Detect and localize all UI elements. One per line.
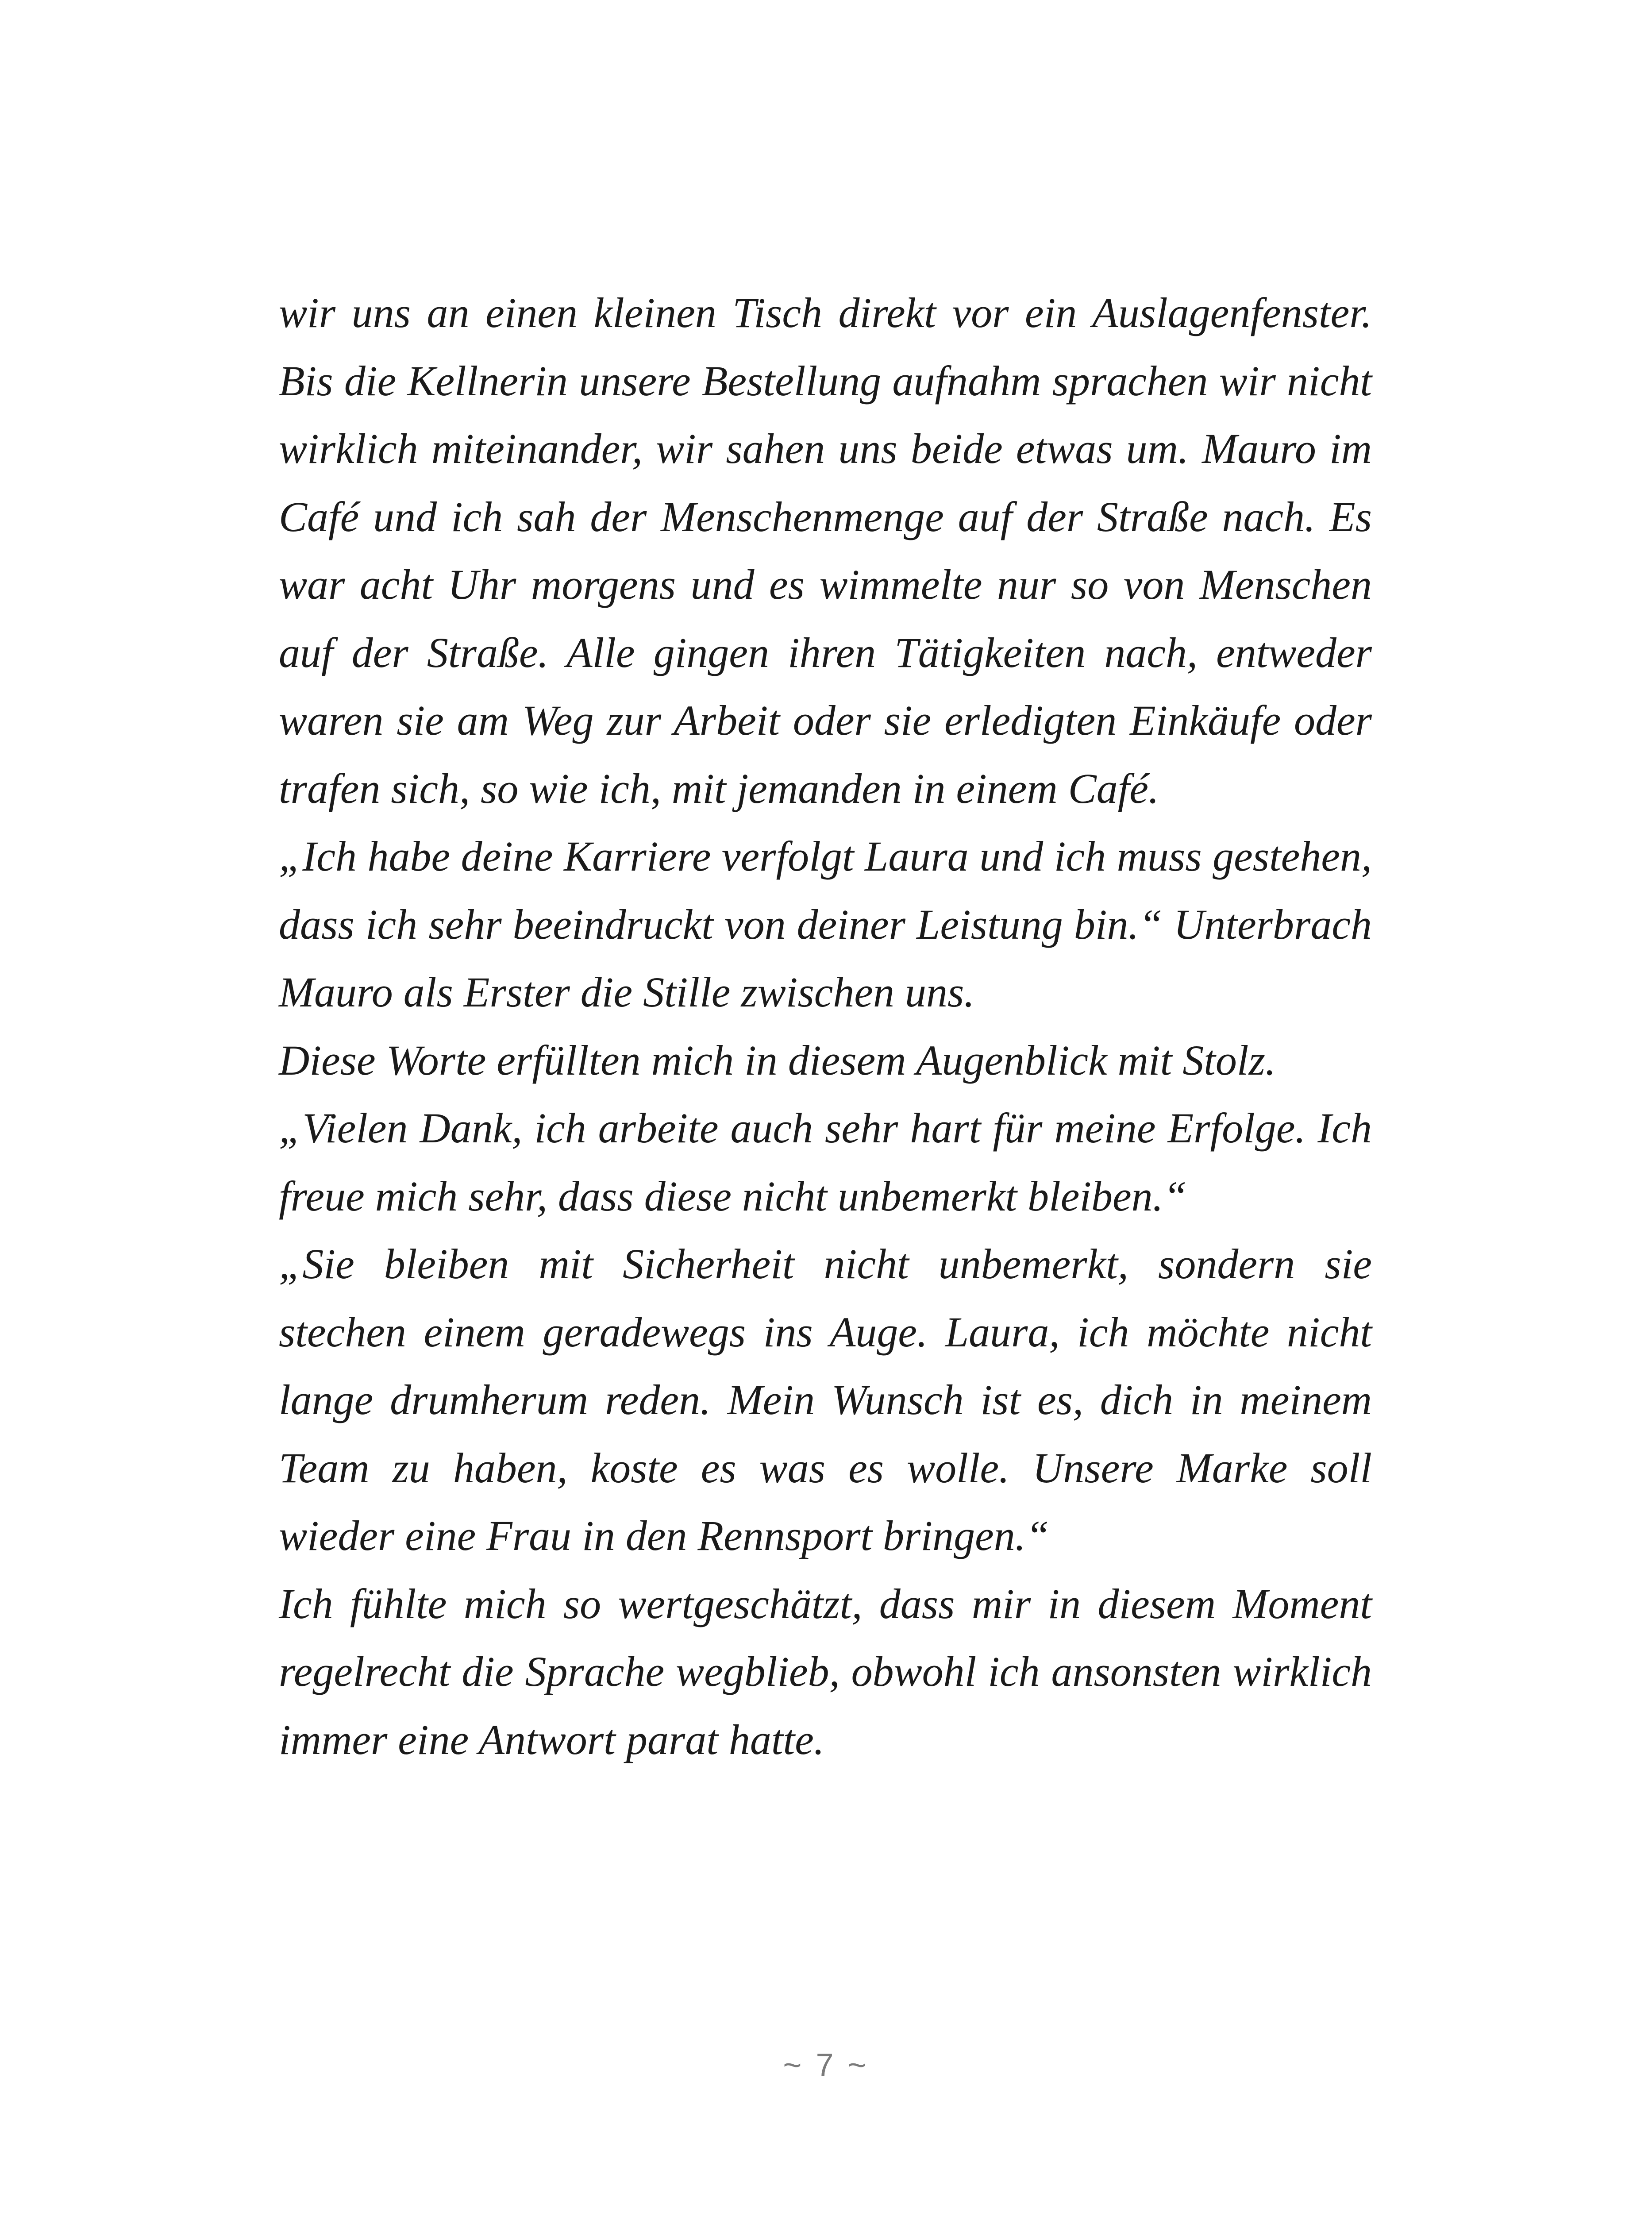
body-text [279, 279, 1372, 1773]
paragraph-cafe-scene: wir uns an einen kleinen Tisch direkt vor ein Auslagenfenster. Bis die Kellnerin unsere Bestellung aufnahm sprachen wir nicht wirklich miteinander, wir sahen uns beide etwas um. Mauro im Café und ich sah der Menschenmenge auf der Straße nach. Es war acht Uhr morgens und es wimmelte nur so von Menschen auf der Straße. Alle gingen ihren Tätigkeiten nach, entweder waren sie am Weg zur Arbeit oder sie erledigten Einkäufe oder trafen sich, so wie ich, mit jemanden in einem Café. [279, 289, 1372, 812]
paragraph-mauro-offer: „Sie bleiben mit Sicherheit nicht unbemerkt, sondern sie stechen einem geradewegs ins Auge. Laura, ich möchte nicht lange drumherum reden. Mein Wunsch ist es, dich in meinem Team zu haben, koste es was es wolle. Unsere Marke soll wieder eine Frau in den Rennsport bringen.“ [279, 1240, 1372, 1559]
page-number: ~ 7 ~ [783, 2047, 869, 2083]
paragraph-mauro-compliment: „Ich habe deine Karriere verfolgt Laura und ich muss gestehen, dass ich sehr beeindruckt von deiner Leistung bin.“ Unterbrach Mauro als Erster die Stille zwischen uns. [279, 833, 1372, 1016]
paragraph-pride: Diese Worte erfüllten mich in diesem Augenblick mit Stolz. [279, 1036, 1276, 1084]
paragraph-laura-thanks: „Vielen Dank, ich arbeite auch sehr hart für meine Erfolge. Ich freue mich sehr, dass diese nicht unbemerkt bleiben.“ [279, 1104, 1372, 1220]
paragraph-speechless: Ich fühlte mich so wertgeschätzt, dass mir in diesem Moment regelrecht die Sprache wegblieb, obwohl ich ansonsten wirklich immer eine Antwort parat hatte. [279, 1580, 1372, 1763]
